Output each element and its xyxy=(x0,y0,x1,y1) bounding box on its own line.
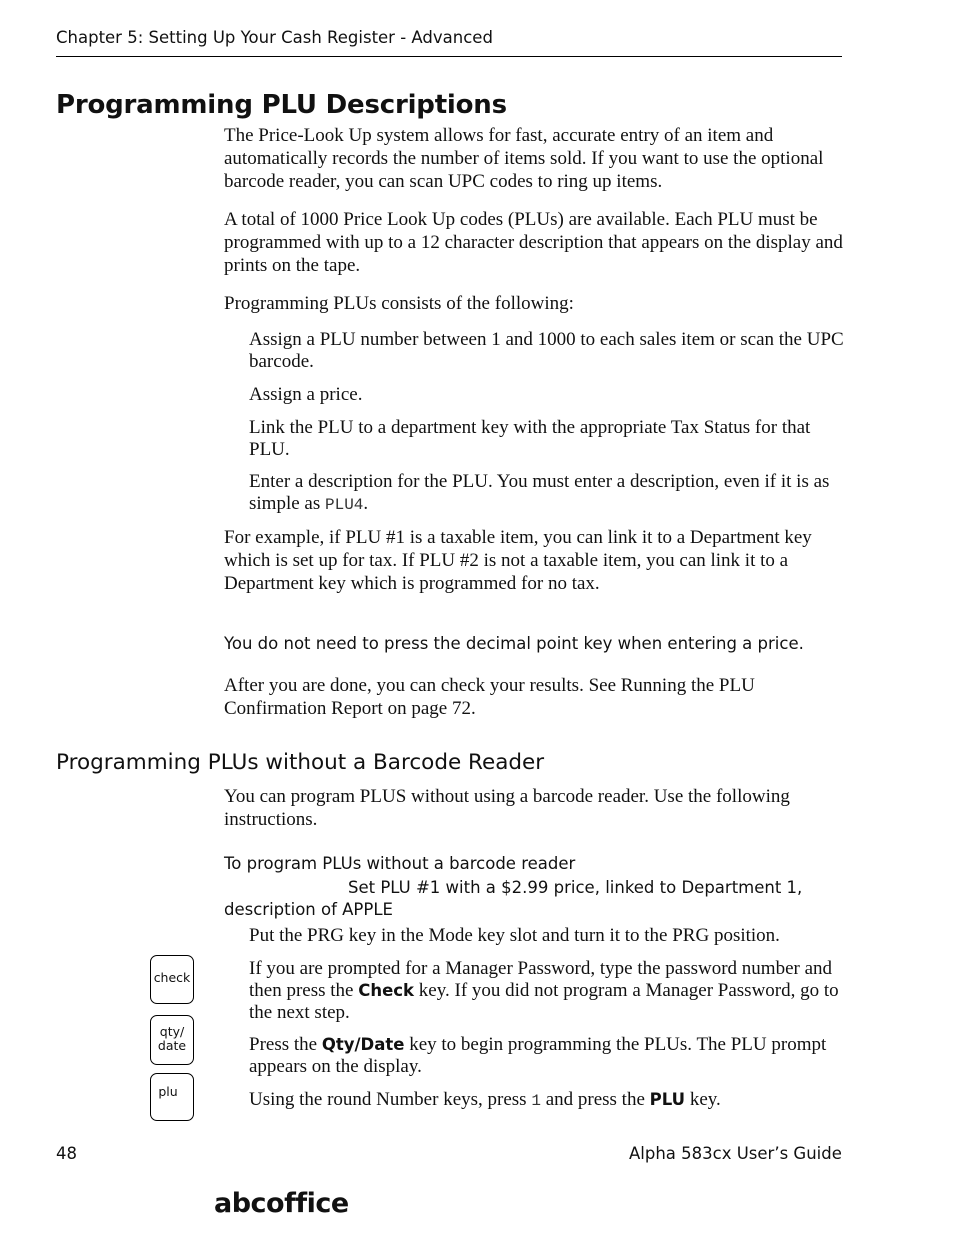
plu-key-label: plu xyxy=(158,1084,178,1099)
list-item: Assign a PLU number between 1 and 1000 to each sales item or scan the UPC barcode. xyxy=(249,329,844,372)
date-key-label: date xyxy=(157,1038,187,1053)
step-text: and press the xyxy=(540,1089,650,1110)
procedure-step xyxy=(249,958,844,1024)
key-name: PLU xyxy=(649,1090,686,1109)
section-title: Programming PLU Descriptions xyxy=(56,90,507,120)
example-line: Set PLU #1 with a $2.99 price, linked to Department 1, xyxy=(348,878,803,897)
plu-total-paragraph: A total of 1000 Price Look Up codes (PLUs) are available. Each PLU must be programmed with up to a 12 character description that appears on the display and prints on the tape. xyxy=(224,209,843,276)
key-name: Qty/Date xyxy=(321,1035,405,1054)
example-line: description of APPLE xyxy=(224,900,393,919)
step-text: key. If you did not program a Manager Password, go to the next step. xyxy=(249,980,839,1023)
subsection-intro: You can program PLUS without using a barcode reader. Use the following instructions. xyxy=(224,786,790,830)
list-item: Assign a price. xyxy=(249,384,363,405)
procedure-step xyxy=(249,1034,844,1078)
guide-title: Alpha 583cx User’s Guide xyxy=(629,1144,842,1163)
plu-key-icon xyxy=(150,1073,194,1121)
step-text: If you are prompted for a Manager Password, type the password number and then press the xyxy=(249,958,833,1001)
procedure-step: Put the PRG key in the Mode key slot and turn it to the PRG position. xyxy=(249,925,780,946)
qty-date-key-icon xyxy=(150,1015,194,1065)
abcoffice-logo: abcoffice xyxy=(214,1188,349,1219)
example-paragraph: For example, if PLU #1 is a taxable item, you can link it to a Department key which is set up for tax. If PLU #2 is not a taxable item, you can link it to a Department key which is programmed for no tax. xyxy=(224,527,812,594)
check-key-label: check xyxy=(153,970,191,985)
step-text: key. xyxy=(685,1089,721,1110)
inline-code: 1 xyxy=(531,1092,541,1110)
intro-paragraph: The Price-Look Up system allows for fast, accurate entry of an item and automatically records the number of items sold. If you want to use the optional barcode reader, you can scan UPC codes to ring up items. xyxy=(224,125,824,192)
step-text: key to begin programming the PLUs. The PLU prompt appears on the display. xyxy=(249,1034,827,1077)
step-text: Press the xyxy=(249,1034,322,1055)
results-paragraph: After you are done, you can check your results. See Running the PLU Confirmation Report on page 72. xyxy=(224,675,755,719)
list-item-text: Enter a description for the PLU. You must enter a description, even if it is as simple as xyxy=(249,471,830,514)
step-text: Using the round Number keys, press xyxy=(249,1089,532,1110)
list-item xyxy=(249,471,844,516)
consists-of-paragraph: Programming PLUs consists of the following: xyxy=(224,293,574,314)
subsection-title: Programming PLUs without a Barcode Reader xyxy=(56,750,545,775)
procedure-step xyxy=(249,1089,844,1112)
page-number: 48 xyxy=(56,1144,77,1163)
header-rule xyxy=(56,56,842,57)
inline-code: PLU4 xyxy=(325,496,364,514)
procedure-title: To program PLUs without a barcode reader xyxy=(224,854,576,873)
list-item: Link the PLU to a department key with the appropriate Tax Status for that PLU. xyxy=(249,417,811,460)
list-item-text: . xyxy=(363,493,369,514)
check-key-icon xyxy=(150,955,194,1004)
qty-key-label: qty/ xyxy=(159,1024,185,1039)
running-header: Chapter 5: Setting Up Your Cash Register - Advanced xyxy=(56,28,493,47)
note-text: You do not need to press the decimal point key when entering a price. xyxy=(224,634,804,653)
key-name: Check xyxy=(358,981,415,1000)
